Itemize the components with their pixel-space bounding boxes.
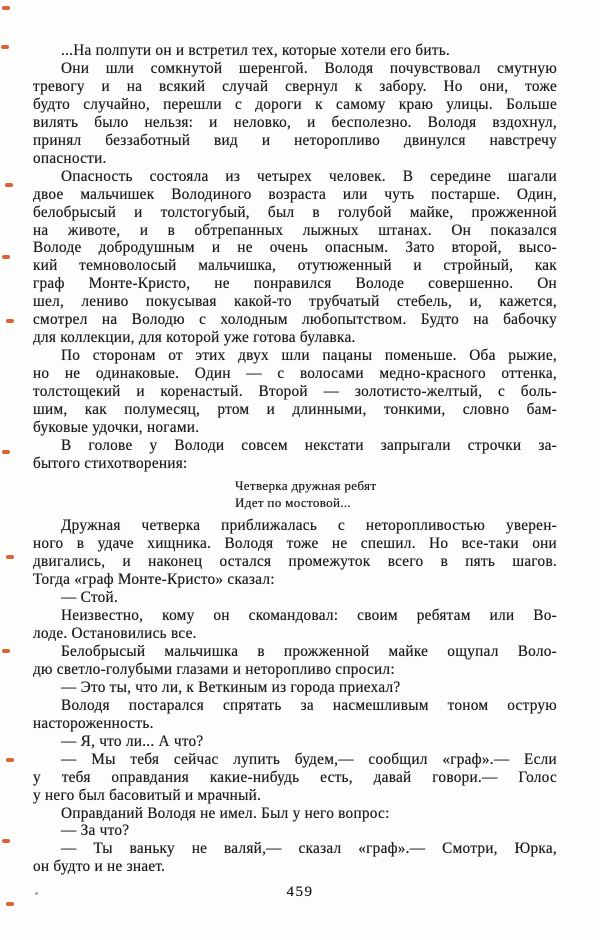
text-line: белобрысый и толстогубый, был в голубой майке, прожженной: [33, 203, 557, 221]
paragraph: [33, 347, 557, 437]
text-line: бытого стихотворения:: [33, 454, 188, 472]
paragraph: [33, 840, 557, 876]
text-line: вилять было нельзя: и неловко, и бесполезно. Володя вздохнул,: [33, 113, 557, 131]
paragraph: [33, 822, 557, 840]
paragraph: [33, 733, 557, 751]
paragraph: [33, 589, 557, 607]
edge-artifact-mark: [2, 255, 10, 259]
edge-artifact-mark: [2, 6, 10, 10]
text-line: на животе, и в обтрепанных лыжных штанах. Он показался: [33, 221, 557, 239]
text-line: — Я, что ли... А что?: [61, 732, 204, 750]
text-line: смотрел на Володю с холодным любопытством. Будто на бабочку: [33, 311, 557, 329]
text-line: кий темноволосый мальчишка, отутюженный и стройный, как: [33, 257, 557, 275]
text-line: Тогда «граф Монте-Кристо» сказал:: [33, 571, 275, 589]
paragraph: [33, 679, 557, 697]
text-line: Опасность состояла из четырех человек. В середине шагали: [61, 167, 557, 185]
scan-speck: [35, 892, 38, 895]
text-line: Неизвестно, кому он скомандовал: своим ребятам или Во-: [61, 607, 557, 625]
text-line: Володя постарался спрятать за насмешливым тоном острую: [61, 696, 557, 714]
paragraph: [33, 60, 557, 168]
page-number: 459: [286, 884, 314, 900]
edge-artifact-mark: [2, 649, 10, 653]
text-line: — Мы тебя сейчас лупить будем,— сообщил «граф».— Если: [61, 750, 557, 768]
text-line: принял беззаботный вид и неторопливо двинулся навстречу: [33, 131, 557, 149]
text-line: Володе добродушным и не очень опасным. Зато второй, высо-: [33, 239, 557, 257]
paragraph: [33, 697, 557, 733]
text-line: у тебя оправдания какие-нибудь есть, давай говори.— Голос: [33, 768, 557, 786]
paragraph: [33, 751, 557, 805]
text-line: — Стой.: [61, 589, 119, 607]
text-line: настороженность.: [33, 714, 154, 732]
text-line: двое мальчишек Володиного возраста или чуть постарше. Один,: [33, 185, 557, 203]
text-line: граф Монте-Кристо, не понравился Володе совершенно. Он: [33, 275, 557, 293]
text-line: — За что?: [61, 822, 130, 840]
text-line: В голове у Володи совсем некстати запрыгали строчки за-: [61, 436, 557, 454]
paragraph: [33, 437, 557, 473]
text-line: лоде. Остановились все.: [33, 625, 197, 642]
text-line: ...На полпути он и встретил тех, которые хотели его бить.: [61, 42, 450, 59]
text-line: ного в удаче хищника. Володя тоже не спешил. Но все-таки они: [33, 535, 557, 553]
edge-artifact-mark: [6, 758, 14, 762]
paragraph: [33, 643, 557, 679]
text-line: — Ты ваньку не валяй,— сказал «граф».— Смотри, Юрка,: [61, 840, 557, 858]
text-line: — Это ты, что ли, к Веткиным из города приехал?: [61, 678, 401, 696]
text-line: двигались, и наконец остался промежуток всего в пять шагов.: [33, 553, 557, 571]
text-line: буковые удочки, ногами.: [33, 419, 200, 437]
text-line: По сторонам от этих двух шли пацаны поменьше. Оба рыжие,: [61, 347, 557, 365]
text-line: он будто и не знает.: [33, 858, 166, 876]
edge-artifact-mark: [2, 450, 10, 454]
text-line: шел, лениво покусывая какой-то трубчатый стебель, и, кажется,: [33, 293, 557, 311]
paragraph: [33, 168, 557, 348]
edge-artifact-mark: [1, 45, 9, 49]
text-line: Идет по мостовой...: [235, 494, 351, 510]
paragraph: [33, 607, 557, 643]
text-block: [33, 42, 557, 876]
edge-artifact-mark: [6, 902, 14, 906]
edge-artifact-mark: [2, 839, 10, 843]
text-line: будто случайно, перешли с дороги к самому краю улицы. Больше: [33, 95, 557, 113]
paragraph: [33, 517, 557, 589]
edge-artifact-mark: [6, 555, 14, 559]
edge-artifact-mark: [5, 183, 13, 187]
text-line: для коллекции, для которой уже готова булавка.: [33, 329, 356, 347]
text-line: дю светло-голубыми глазами и неторопливо спросил:: [33, 660, 395, 678]
paragraph: [33, 805, 557, 823]
verse-block: [235, 478, 557, 511]
text-line: опасности.: [33, 149, 107, 167]
text-line: Белобрысый мальчишка в прожженной майке ощупал Воло-: [61, 642, 557, 660]
text-line: Оправданий Володя не имел. Был у него вопрос:: [61, 804, 390, 822]
text-line: шим, как полумесяц, ртом и длинными, тонкими, словно бам-: [33, 401, 557, 419]
text-line: Четверка дружная ребят: [235, 477, 377, 493]
text-line: тревогу и на всякий случай свернул к забору. Но они, тоже: [33, 77, 557, 95]
text-line: у него был басовитый и мрачный.: [33, 786, 262, 804]
text-line: Они шли сомкнутой шеренгой. Володя почувствовал смутную: [61, 59, 557, 77]
text-line: толстощекий и коренастый. Второй — золотисто-желтый, с боль-: [33, 383, 557, 401]
text-line: но не одинаковые. Один — с волосами медно-красного оттенка,: [33, 365, 557, 383]
text-line: Дружная четверка приближалась с неторопливостью уверен-: [61, 517, 557, 535]
paragraph: [33, 42, 557, 60]
edge-artifact-mark: [6, 319, 14, 323]
